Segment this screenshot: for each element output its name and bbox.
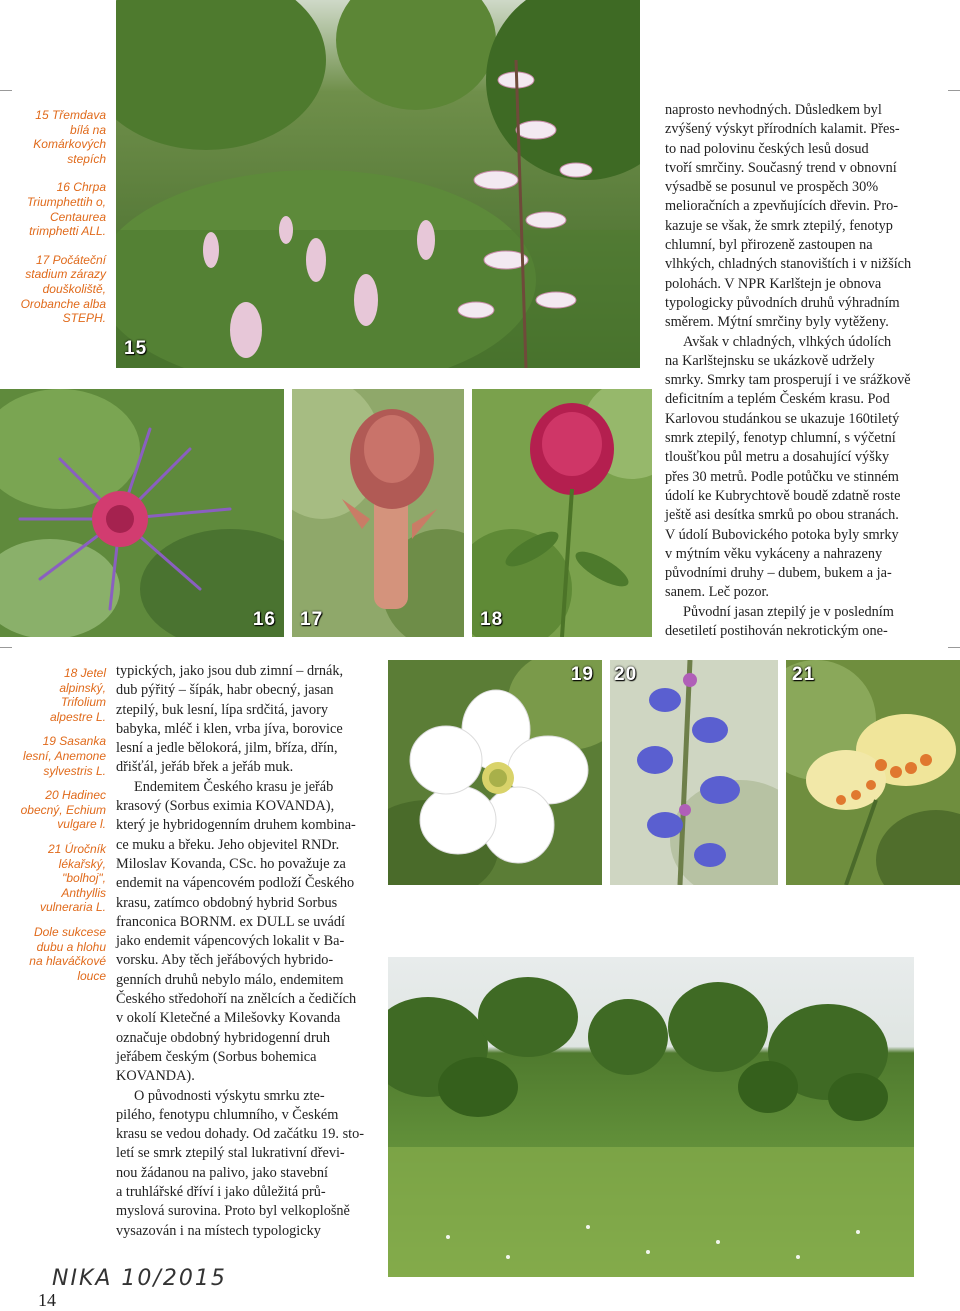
text-line: chlumní, byl přirozeně zastoupen na: [665, 237, 873, 254]
caption-19: 19 Sasanka lesní, Anemone sylvestris L.: [23, 734, 106, 778]
caption-18: 18 Jetel alpinský, Trifolium alpestre L.: [49, 666, 106, 724]
text-line: letí se smrk ztepilý stal lukrativní dřevi-: [116, 1145, 345, 1162]
bottom-captions: [20, 666, 106, 993]
photo-number-20: 20: [614, 664, 638, 685]
photo-17-orobanche: [292, 389, 464, 637]
magazine-signature: NIKA 10/2015: [52, 1266, 227, 1291]
photo-18-trifolium: [472, 389, 652, 637]
text-line: výsadbě se posunul ve prospěch 30%: [665, 179, 879, 196]
text-line: desetiletí postihován nekrotickým one-: [665, 623, 888, 640]
text-line: dub pýřitý – šípák, habr obecný, jasan: [116, 682, 334, 699]
caption-21: 21 Úročník lékařský, "bolhoj", Anthyllis vulneraria L.: [39, 841, 106, 915]
text-line: původními druhy – dubem, bukem a ja-: [665, 565, 892, 582]
text-line: a truhlářské dříví i jako důležitá prů-: [116, 1184, 326, 1201]
photo-number-16: 16: [252, 609, 276, 630]
photo-21-anthyllis: [786, 660, 960, 885]
text-line: vorsku. Aby těch jeřábových hybrido-: [116, 952, 334, 969]
text-line: deficitním a teplém Českém krasu. Pod: [665, 391, 890, 408]
right-text-column: [665, 101, 913, 641]
text-line: údolí ke Kubrychtově boudě zdatně roste: [665, 487, 901, 504]
text-line: ještě asi desítka smrků po obou stranách.: [665, 507, 899, 524]
photo-number-15: 15: [124, 338, 148, 359]
photo-number-21: 21: [792, 664, 816, 685]
photo-21-image: [786, 660, 960, 885]
text-line: melioračních a zpevňujících dřevin. Pro-: [665, 198, 899, 215]
caption-17: 17 Počáteční stadium zárazy douškoliště, Orobanche alba STEPH.: [20, 252, 106, 326]
crop-mark: [0, 647, 12, 648]
text-line: Českého středohoří na znělcích a čedičích: [116, 991, 357, 1008]
photo-number-18: 18: [480, 609, 504, 630]
text-line: myslová surovina. Proto byl velkoplošně: [116, 1203, 350, 1220]
text-line: kazuje se však, že smrk ztepilý, fenotyp: [665, 217, 893, 234]
photo-20-echium: [610, 660, 778, 885]
crop-mark: [948, 647, 960, 648]
text-line: vlhkých, chladných stanovištích i v nižších: [665, 256, 912, 273]
text-line: tloušťkou půl metru a dosahující výšky: [665, 449, 890, 466]
text-line: nou žádanou na palivo, jako stavební: [116, 1164, 329, 1181]
photo-15-image: [116, 0, 640, 368]
text-line: krasový (Sorbus eximia KOVANDA),: [116, 798, 335, 815]
text-line: který je hybridogenním druhem kombina-: [116, 817, 356, 834]
text-line: směrem. Mýtní smrčiny byly vytěženy.: [665, 314, 889, 331]
text-line: zvýšený výskyt přírodních kalamit. Přes-: [665, 121, 900, 138]
text-line: v mýtním věku vykáceny a nahrazeny: [665, 545, 883, 562]
photo-18-image: [472, 389, 652, 637]
text-line: genních druhů nebylo málo, endemitem: [116, 971, 344, 988]
caption-20: 20 Hadinec obecný, Echium vulgare l.: [20, 788, 106, 832]
photo-15-dictamnus-meadow: [116, 0, 640, 368]
text-line: jako endemit vápencových lokalit v Ba-: [116, 933, 345, 950]
text-line: označuje obdobný hybridogenní druh: [116, 1029, 331, 1046]
text-line: Karlovou studánkou se ukazuje 160tiletý: [665, 410, 900, 427]
text-line: Miloslav Kovanda, CSc. ho považuje za: [116, 855, 346, 872]
text-line: ztepilý, buk lesní, lípa srdčitá, javory: [116, 701, 329, 718]
text-line: přes 30 metrů. Podle potůčku ve stinném: [665, 468, 899, 485]
text-line: V údolí Bubovického potoka byly smrky: [665, 526, 899, 543]
text-line: Endemitem Českého krasu je jeřáb: [134, 778, 334, 795]
photo-17-image: [292, 389, 464, 637]
text-line: krasu se vedou dohady. Od začátku 19. sto-: [116, 1126, 365, 1143]
photo-meadow-image: [388, 957, 914, 1277]
text-line: dřišťál, jeřáb břek a jeřáb muk.: [116, 759, 294, 776]
text-line: krasu, zatímco obdobný hybrid Sorbus: [116, 894, 338, 911]
caption-15: 15 Třemdava bílá na Komárkových stepích: [33, 108, 106, 166]
text-line: to nad polovinu českých lesů dosud: [665, 140, 869, 157]
photo-meadow-oak-hawthorn: [388, 957, 914, 1277]
photo-number-19: 19: [570, 664, 594, 685]
page-number: 14: [38, 1290, 56, 1310]
text-line: franconica BORNM. ex DULL se uvádí: [116, 913, 345, 930]
text-line: tvoří smrčiny. Současný trend v obnovní: [665, 159, 897, 176]
text-line: Původní jasan ztepilý je v posledním: [683, 603, 894, 620]
photo-16-centaurea: [0, 389, 284, 637]
photo-19-anemone: [388, 660, 602, 885]
text-line: lesní a jedle bělokorá, jilm, bříza, dřín,: [116, 740, 338, 757]
text-line: endemit na vápencovém podloží Českého: [116, 875, 355, 892]
text-line: smrk ztepilý, fenotyp chlumní, s výčetní: [665, 430, 896, 447]
text-line: babyka, mléč i klen, vrba jíva, borovice: [116, 720, 343, 737]
text-line: smrky. Smrky tam prosperují i ve srážkově: [665, 372, 911, 389]
text-line: v okolí Kletečné a Milešovky Kovanda: [116, 1010, 341, 1027]
top-captions: [20, 108, 106, 340]
photo-number-17: 17: [300, 609, 324, 630]
caption-16: 16 Chrpa Triumphettih o, Centaurea trimphetti ALL.: [26, 180, 106, 239]
caption-meadow: Dole sukcese dubu a hlohu na hlaváčkové louce: [29, 924, 106, 983]
text-line: O původnosti výskytu smrku zte-: [134, 1087, 325, 1104]
text-line: naprosto nevhodných. Důsledkem byl: [665, 102, 882, 118]
text-line: vysazován i na místech typologicky: [116, 1222, 321, 1239]
text-line: typických, jako jsou dub zimní – drnák,: [116, 663, 344, 679]
text-line: polohách. V NPR Karlštejn je obnova: [665, 275, 882, 292]
photo-16-image: [0, 389, 284, 637]
middle-text-column: [116, 662, 364, 1241]
photo-19-image: [388, 660, 602, 885]
text-line: sanem. Leč pozor.: [665, 584, 770, 601]
text-line: Avšak v chladných, vlhkých údolích: [683, 333, 892, 350]
text-line: typologicky původních druhů výhradním: [665, 294, 900, 311]
crop-mark: [948, 90, 960, 91]
photo-20-image: [610, 660, 778, 885]
text-line: na Karlštejnsku se ukázkově udržely: [665, 352, 875, 369]
text-line: ce muku a břeku. Jeho objevitel RNDr.: [116, 836, 340, 853]
crop-mark: [0, 90, 12, 91]
text-line: pilého, fenotypu chlumního, v Českém: [116, 1106, 339, 1123]
text-line: jeřábem českým (Sorbus bohemica: [116, 1048, 317, 1065]
text-line: KOVANDA).: [116, 1068, 195, 1085]
